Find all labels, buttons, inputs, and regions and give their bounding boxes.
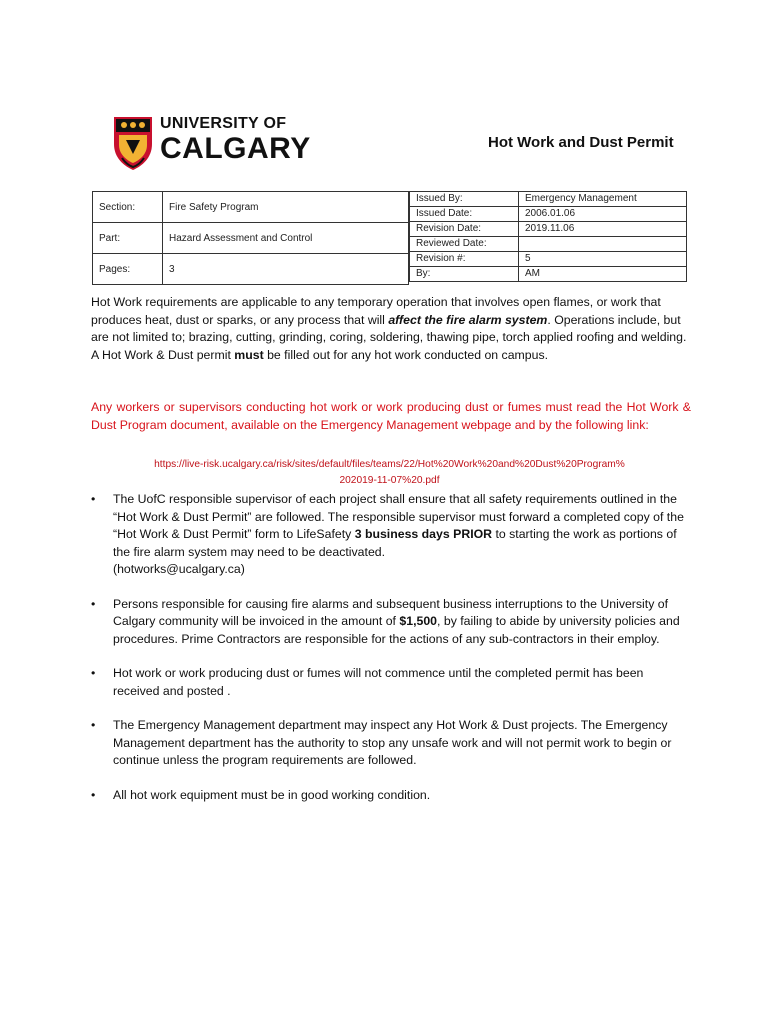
revision-number-label: Revision #: — [410, 252, 519, 267]
bullet-1-text-2: to starting the work as portions of the fire alarm system may need to be deactivated. — [113, 527, 677, 559]
bullet-2-bold: $1,500 — [399, 614, 438, 628]
list-item — [91, 787, 691, 805]
part-value: Hazard Assessment and Control — [163, 223, 409, 254]
table-row — [93, 192, 409, 223]
issued-by-label: Issued By: — [410, 192, 519, 207]
revision-date-value: 2019.11.06 — [519, 222, 687, 237]
list-item — [91, 665, 691, 700]
requirements-list — [91, 491, 691, 804]
table-row — [93, 223, 409, 254]
revision-date-label: Revision Date: — [410, 222, 519, 237]
reviewed-date-label: Reviewed Date: — [410, 237, 519, 252]
by-label: By: — [410, 267, 519, 282]
bullet-2-text: Persons responsible for causing fire alarms and subsequent business interruptions to the University of Calgary community will be invoiced in the amount of — [113, 596, 669, 628]
table-row — [410, 222, 687, 237]
part-label: Part: — [93, 223, 163, 254]
revision-info-table — [409, 191, 687, 282]
table-row — [410, 252, 687, 267]
list-item — [91, 491, 691, 579]
intro-text-3: be filled out for any hot work conducted on campus. — [263, 347, 549, 362]
table-row — [410, 207, 687, 222]
by-value: AM — [519, 267, 687, 282]
intro-paragraph — [91, 294, 691, 364]
bullet-icon: • — [91, 492, 96, 506]
hotworks-email: (hotworks@ucalgary.ca) — [113, 562, 245, 576]
bullet-2-text-2: , by failing to abide by university policies and procedures. Prime Contractors are responsible for the actions of any sub-contractors in their employ. — [113, 614, 680, 646]
bullet-5-text: All hot work equipment must be in good working condition. — [113, 787, 431, 802]
logo-line-university: UNIVERSITY OF — [160, 115, 287, 132]
warning-notice: Any workers or supervisors conducting hot work or work producing dust or fumes must read the Hot Work & Dust Program document, available on the Emergency Management webpage and by the following link: — [91, 400, 691, 432]
bullet-4-text: The Emergency Management department may inspect any Hot Work & Dust projects. The Emergency Management department has the authority to stop any unsafe work and will not permit work to begin or continue unless the program requirements are followed. — [113, 718, 672, 767]
table-row — [410, 267, 687, 282]
bullet-1-text: The UofC responsible supervisor of each project shall ensure that all safety requirements outlined in the “Hot Work & Dust Permit” are followed. The responsible supervisor must forward a completed copy of the “Hot Work & Dust Permit” form to LifeSafety — [113, 492, 684, 541]
list-item — [91, 717, 691, 770]
university-logo — [112, 112, 312, 170]
bullet-icon: • — [91, 787, 96, 802]
issued-by-value: Emergency Management — [519, 192, 687, 207]
bullet-icon: • — [91, 718, 96, 732]
table-row — [410, 237, 687, 252]
reviewed-date-value — [519, 237, 687, 252]
bullet-icon: • — [91, 666, 96, 680]
section-label: Section: — [93, 192, 163, 223]
bullet-3-text: Hot work or work producing dust or fumes will not commence until the completed permit has been received and posted . — [113, 666, 644, 698]
link-line-1[interactable]: https://live-risk.ucalgary.ca/risk/sites/default/files/teams/22/Hot%20Work%20and%20Dust%20Program% — [154, 459, 625, 470]
bullet-icon: • — [91, 596, 96, 611]
section-value: Fire Safety Program — [163, 192, 409, 223]
link-line-2[interactable]: 202019-11-07%20.pdf — [339, 475, 440, 486]
bullet-1-bold: 3 business days PRIOR — [354, 527, 493, 541]
crest-icon — [112, 114, 154, 172]
logo-line-calgary: CALGARY — [160, 132, 311, 165]
revision-number-value: 5 — [519, 252, 687, 267]
pages-value: 3 — [163, 254, 409, 285]
intro-text-2: . Operations include, but are not limited to; brazing, cutting, grinding, coring, soldering, thawing pipe, torch applied roofing and welding. A Hot Work & Dust permit — [91, 312, 687, 362]
pages-label: Pages: — [93, 254, 163, 285]
issued-date-label: Issued Date: — [410, 207, 519, 222]
intro-text-1: Hot Work requirements are applicable to any temporary operation that involves open flames, or work that produces heat, dust or sparks, or any process that will — [91, 295, 661, 327]
list-item — [91, 596, 691, 649]
table-row — [93, 254, 409, 285]
document-title: Hot Work and Dust Permit — [488, 134, 674, 151]
table-row — [410, 192, 687, 207]
program-document-link[interactable] — [92, 457, 687, 489]
issued-date-value: 2006.01.06 — [519, 207, 687, 222]
intro-must: must — [234, 347, 264, 362]
intro-emphasis: affect the fire alarm system — [388, 312, 548, 327]
document-info-table — [92, 191, 409, 285]
